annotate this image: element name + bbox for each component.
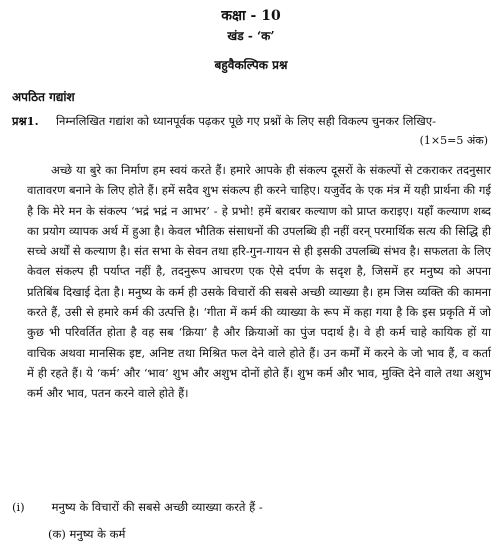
question-text: निम्नलिखित गद्यांश को ध्यानपूर्वक पढ़कर पूछे गए प्रश्नों के लिए सही विकल्प चुनकर लिखिए- xyxy=(56,114,437,128)
option-text: मनुष्य के कर्म xyxy=(69,527,126,541)
question-number: प्रश्न1. xyxy=(12,114,39,128)
question-block xyxy=(12,112,490,147)
sub-question-text: मनुष्य के विचारों की सबसे अच्छी व्याख्या करते हैं - xyxy=(51,500,263,514)
unseen-passage-heading: अपठित गद्यांश xyxy=(12,90,75,104)
question-marks: (1×5=5 अंक) xyxy=(419,134,488,147)
sub-question-number: (i) xyxy=(12,500,25,514)
section-title: खंड - ‘क’ xyxy=(227,29,275,43)
sub-question xyxy=(12,500,263,515)
option-label: (क) xyxy=(48,527,66,541)
class-title: कक्षा - 10 xyxy=(221,8,281,24)
passage-text: अच्छे या बुरे का निर्माण हम स्वयं करते हैं। हमारे आपके ही संकल्प दूसरों के संकल्पों से टकराकर तदनुसार वातावरण बनाने के लिए होते हैं। हमें सदैव शुभ संकल्प ही करने चाहिए। यजुर्वेद के एक मंत्र में यही प्रार्थना की गई है कि मेरे मन के संकल्प ‘भद्रं भद्रं न आभर’ - हे प्रभो! हमें बराबर कल्याण को प्राप्त कराइए। यहाँ कल्याण शब्द का प्रयोग व्यापक अर्थ में हुआ है। केवल भौतिक संसाधनों की उपलब्धि ही नहीं वरन् परमार्थिक सत्य की सिद्धि ही सच्चे अर्थों से कल्याण है। संत सभा के सेवन तथा हरि-गुन-गायन से ही इसकी उपलब्धि संभव है। सफलता के लिए केवल संकल्प ही पर्याप्त नहीं है, तदनुरूप आचरण एक ऐसे दर्पण के सदृश है, जिसमें हर मनुष्य को अपना प्रतिबिंब दिखाई देता है। मनुष्य के कर्म ही उसके विचारों की सबसे अच्छी व्याख्या है। हम जिस व्यक्ति की कामना करते हैं, उसी से हमारे कर्म की उत्पत्ति है। ‘गीता में कर्म की व्याख्या के रूप में कहा गया है कि इस प्रकृति में जो कुछ भी परिवर्तित होता है वह सब ‘क्रिया’ है और क्रियाओं का पुंज पदार्थ है। वे ही कर्म चाहे कायिक हों या वाचिक अथवा मानसिक इष्ट, अनिष्ट तथा मिश्रित फल देने वाले होते हैं। उन कर्मों में करने के जो भाव हैं, व कर्ता में ही रहते हैं। ये ‘कर्म’ और ‘भाव’ शुभ और अशुभ दोनों होते हैं। शुभ कर्म और भाव, मुक्ति देने वाले तथा अशुभ कर्म और भाव, पतन करने वाले होते हैं। xyxy=(27,163,491,401)
question-type-title: बहुवैकल्पिक प्रश्न xyxy=(214,58,288,72)
option-a[interactable] xyxy=(48,527,125,542)
